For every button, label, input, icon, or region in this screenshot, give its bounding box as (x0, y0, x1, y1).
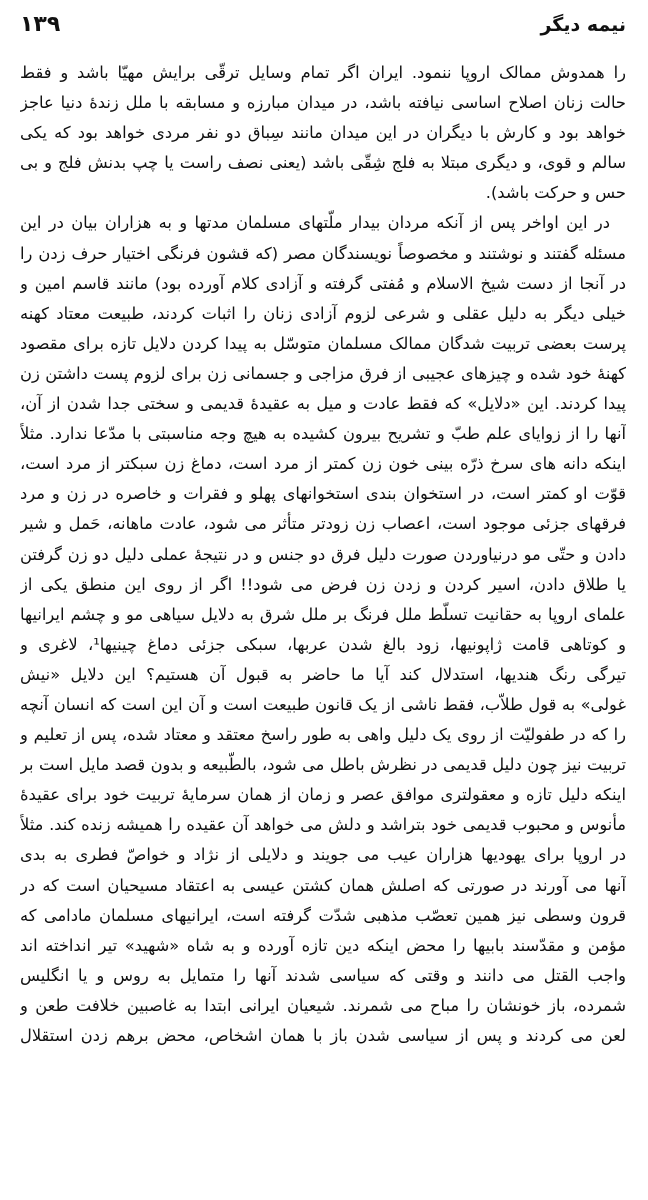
running-title: نیمه دیگر (540, 14, 626, 36)
text-line: علمای اروپا به حقانیت تسلّط ملل فرنگ بر ملل شرق به دلایل سیاهی مو و چشم ایرانیها (20, 604, 626, 624)
text-line: یا طلاق دادن، اسیر کردن و زدن زن فرض می شود!! اگر از روی این منطق یکی از (20, 574, 626, 594)
text-line: را همدوش ممالک اروپا ننمود. ایران اگر تمام وسایل ترقّی برایش مهیّا باشد و فقط (20, 63, 626, 82)
text-line: حس و حرکت باشد). (485, 183, 626, 203)
text-line: اینکه دلیل تازه و معقولتری موافق عصر و زمان از همان سرمایهٔ تربیت خود برای عقیدهٔ (20, 785, 626, 805)
text-line: لعن می کردند و پس از سیاسی شدن باز با همان اشخاص، محض برهم زدن استقلال (20, 1026, 626, 1045)
text-line: دادن و حتّی مو درنیاوردن صورت دلیل فرق دو جنس و در نتیجهٔ عملی دلیل دو زن گرفتن (20, 544, 626, 564)
text-line: کهنهٔ خود شده و چیزهای عجیبی از فرق مزاجی و جسمانی زن برای لزوم پست داشتن زن (20, 363, 626, 383)
text-line: واجب القتل می دانند و وقتی که سیاسی شدند آنها را متمایل به روس و یا انگلیس (20, 965, 626, 985)
text-line: قرون وسطی نیز همین تعصّب مذهبی شدّت گرفته است، ایرانیهای مسلمان مادامی که (20, 905, 626, 925)
text-line: تیرگی رنگ هندیها، استدلال کند آیا ما حاضر به قبول آن هستیم؟ این دلایل «نیش (20, 664, 626, 684)
text-line: پرست بعضی تربیت شدگان ممالک مسلمان متوسّل به پیدا کردن دلایل تازه برای مقصود (20, 333, 626, 353)
text-line: آنها را از زوایای علم طبّ و تشریح بیرون کشیده به هیچ وجه مناسبتی با مدّعا ندارد. مثلاً (20, 424, 626, 444)
text-line: خیلی دیگر به دلیل عقلی و شرعی لزوم آزادی زنان را اثبات کردند، طبیعت معتاد کهنه (20, 303, 626, 323)
text-line: در آنجا از دست شیخ الاسلام و مُفتی گرفته و آزادی کلام آورده بود) مانند قاسم امین و (20, 273, 626, 293)
body-text (20, 58, 626, 1051)
text-line: فرقهای جزئی موجود است، اعصاب زن زودتر متأثر می شود، عادت ماهانه، حَمل و شیر (20, 514, 626, 534)
text-line: اینکه دانه های سرخ ذرّه بینی خون زن کمتر از مرد است، دماغ زن سبکتر از مرد است، (20, 454, 626, 474)
page-header (20, 12, 626, 48)
text-line: آنها می آورند در صورتی که اصلش همان کشتن عیسی به اعتقاد مسیحیان است که در (20, 875, 626, 895)
text-line: غولی» به قول طلاّب، فقط ناشی از یک قانون طبیعت است و آن این است که انسان آنچه (20, 694, 626, 714)
text-line: شمرده، باز خونشان را مباح می شمرند. شیعیان ایرانی ابتدا به غاصبین خلافت طعن و (20, 995, 626, 1015)
text-line: حالت زنان اصلاح اساسی نیافته باشد، در میدان مبارزه و مسابقه با ملل زندهٔ دنیا عاجز (20, 93, 626, 113)
text-line: و کوتاهی قامت ژاپونیها، زود بالغ شدن عربها، سبکی جزئی دماغ چینیها¹، لاغری و (20, 634, 626, 654)
text-line: سالم و قوی، و دیگری مبتلا به فلج شِقّی باشد (یعنی نصف راست یا چپ بدنش فلج و بی (20, 153, 626, 173)
text-line: در این اواخر پس از آنکه مردان بیدار ملّتهای مسلمان مدتها و به هزاران بیان در این (20, 213, 610, 233)
text-line: پیدا کردند. این «دلایل» که فقط عادت و میل به عقیدهٔ قدیمی و سختی جدا شدن از آن، (20, 394, 626, 414)
text-line: را که در طفولیّت از روی یک دلیل واهی به طور راسخ معتقد و معتاد شده، پس از تعلیم و (20, 725, 626, 745)
text-line: در اروپا برای یهودیها هزاران عیب می جویند و دلایلی از نژاد و خواصّ فطری به بدی (20, 845, 626, 865)
page-number: ۱۳۹ (20, 12, 61, 37)
text-line: خواهد بود و کارش با دیگران در این میدان مانند سِباق دو نفر مردی خواهد بود که یکی (20, 123, 626, 143)
text-line: تربیت نیز چون دلیل قدیمی در نظرش باطل می شود، بالطّبیعه و بدون قصد مایل است بر (20, 755, 626, 775)
text-line: مسئله گفتند و نوشتند و مخصوصاً نویسندگان مصر (که قشون فرنگی اختیار حرف زدن را (20, 243, 626, 263)
text-line: قوّت او کمتر است، در استخوان بندی استخوانهای پهلو و فقرات و خاصره در زن و مرد (20, 484, 626, 504)
text-line: مأنوس و محبوب قدیمی خود بتراشد و دلش می خواهد آن عقیده را همیشه زنده کند. مثلاً (20, 815, 626, 835)
text-line: مؤمن و مقدّسند بابیها را محض اینکه دین تازه آورده و به شاه «شهید» تیر انداخته اند (20, 935, 626, 955)
